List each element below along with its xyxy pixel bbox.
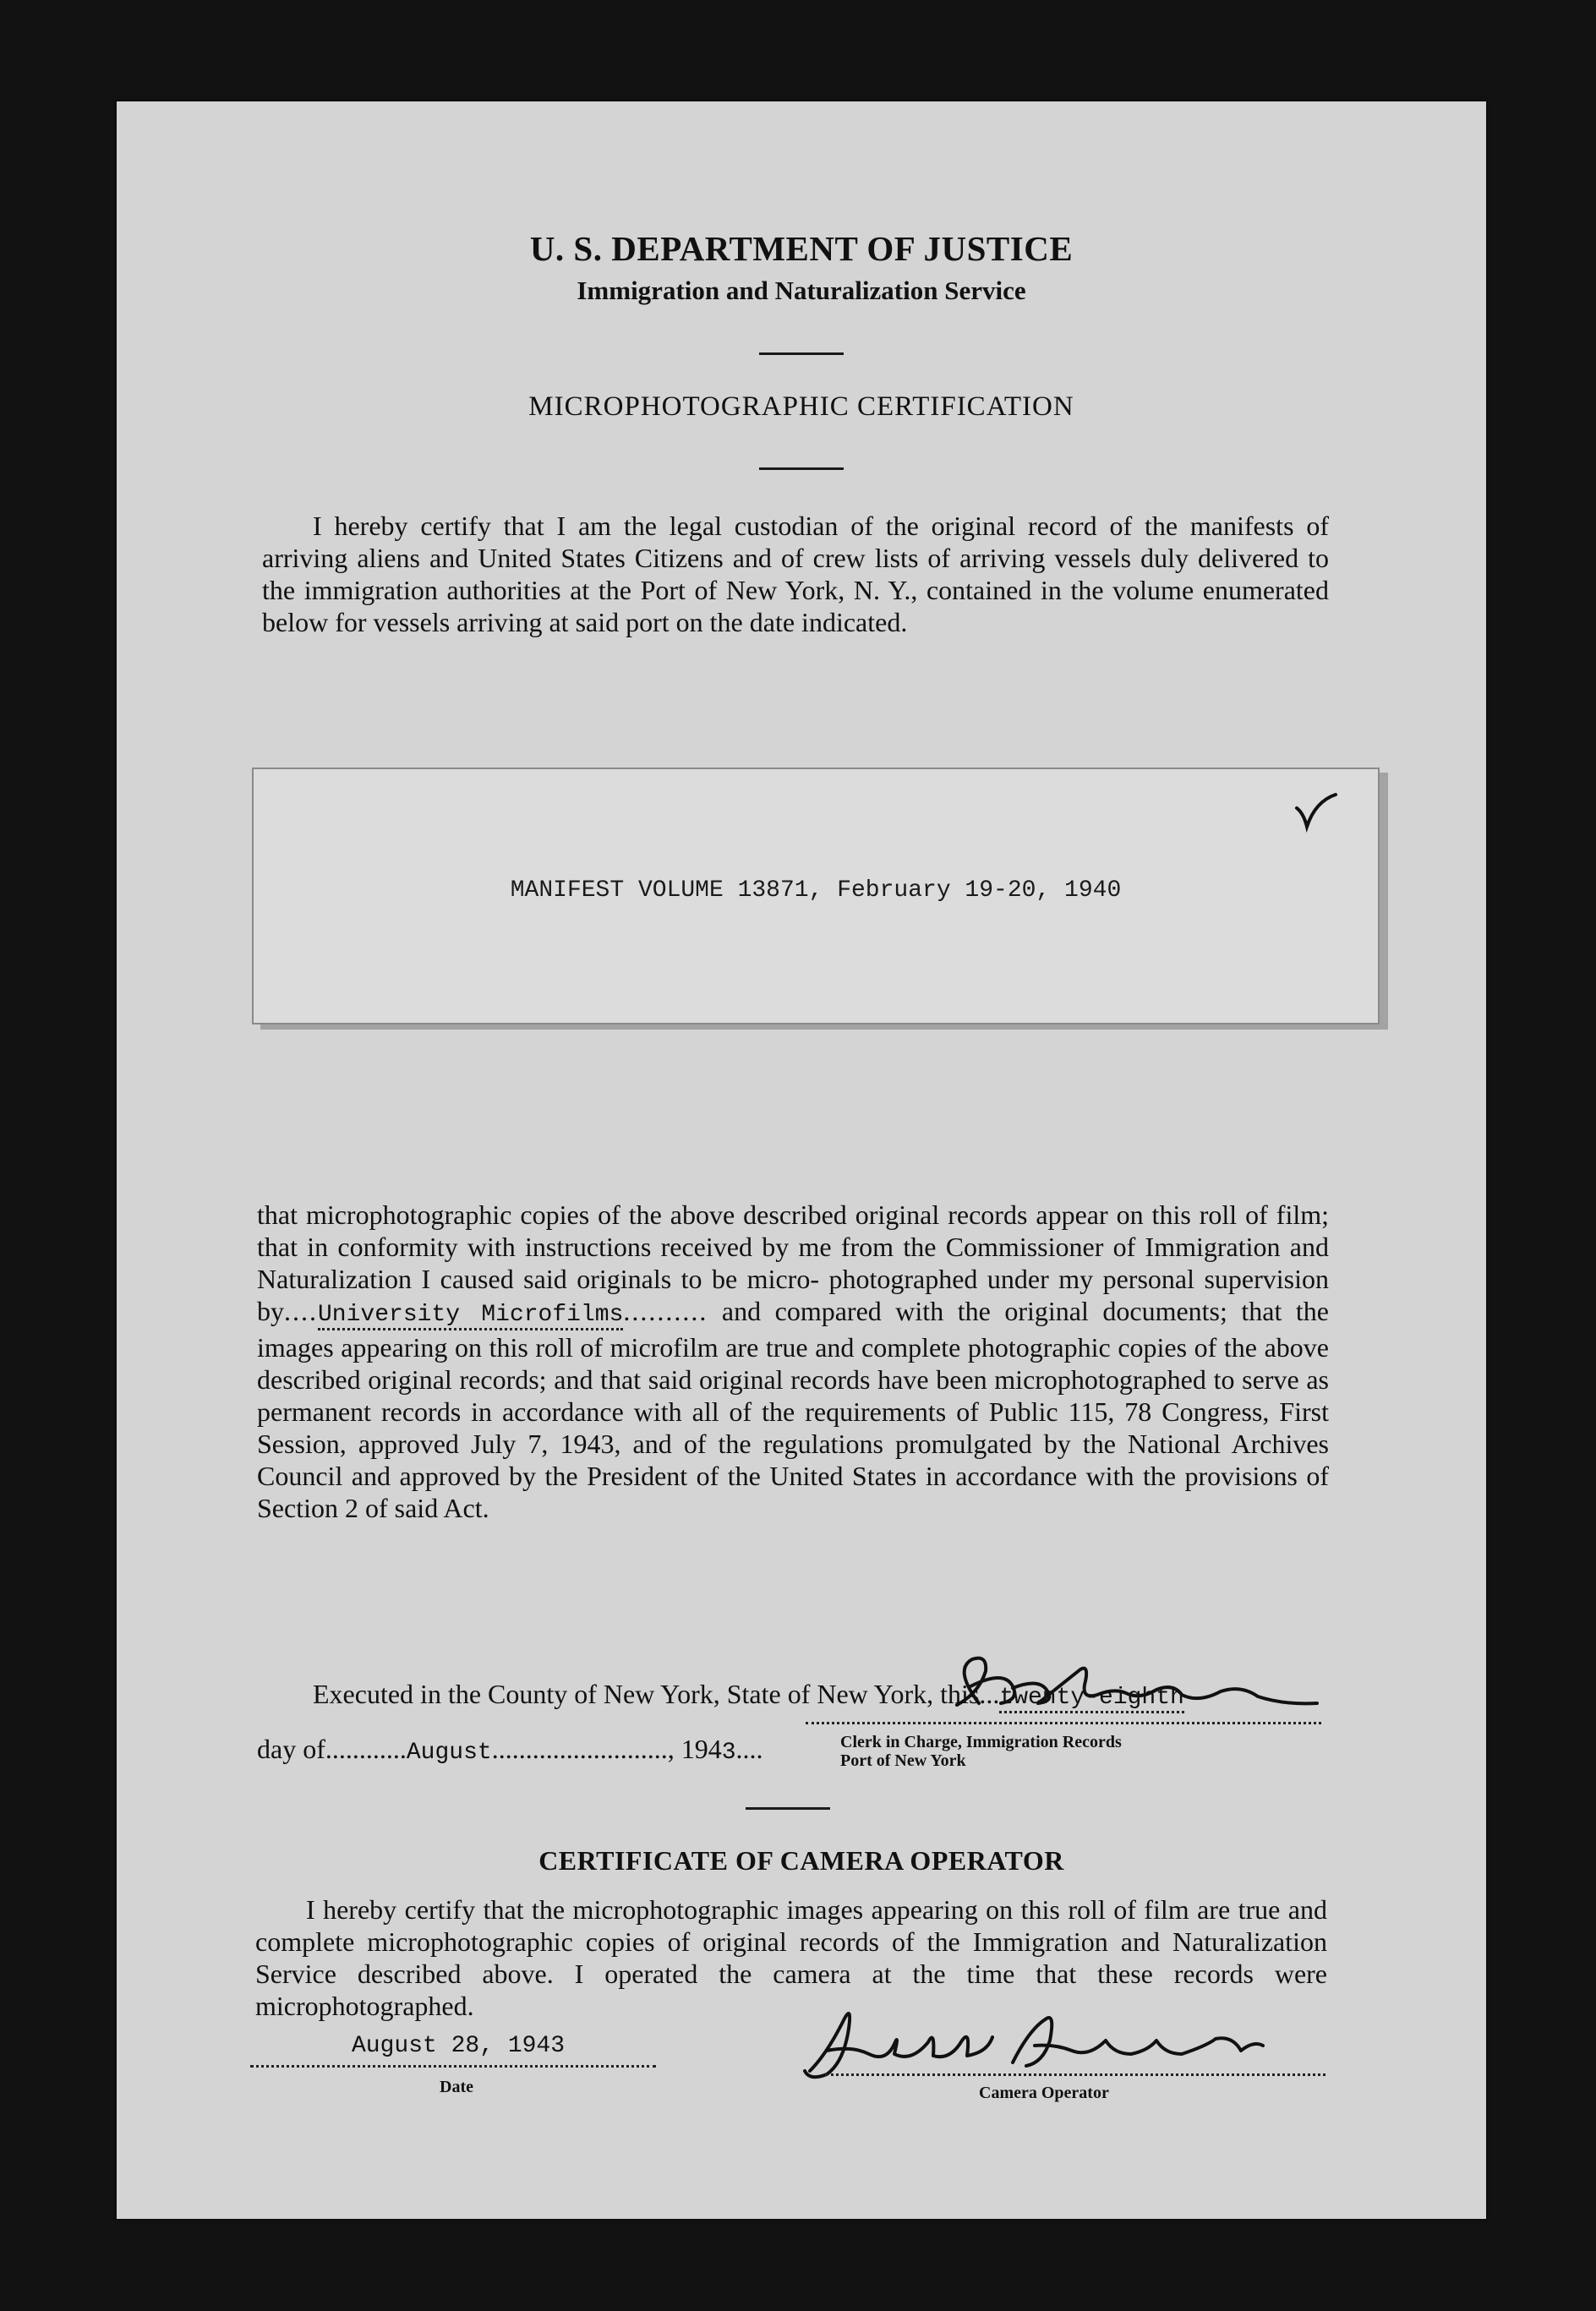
divider-rule (746, 1807, 830, 1810)
operator-date-field: August 28, 1943 (352, 2033, 566, 2059)
certification-title: MICROPHOTOGRAPHIC CERTIFICATION (528, 391, 1074, 422)
day-of-label: day of (257, 1734, 325, 1764)
body-text-start: that microphotographic copies of the above described original records appear on this roll of film; that in conformity with instructions received by me from the Commissioner of Immigration and Naturalization I caused said originals to be micro- (257, 1199, 1329, 1294)
body-paragraph: that microphotographic copies of the above described original records appear on this roll of film; that in conformity with instructions received by me from the Commissioner of Immigration and Naturalization I caused said originals to be micro- photographed under my personal supervision by....University Microfilms.......... and compared with the original documents; that the images appearing on this roll of microfilm are true and complete photographic copies of the above described original records; and that said original records have been microphotographed to serve as permanent records in accordance with all of the requirements of Public 115, 78 Congress, First Session, approved July 7, 1943, and of the regulations promulgated by the National Archives Council and approved by the President of the United States in accordance with the provisions of Section 2 of said Act. (257, 1199, 1330, 1523)
date-line-dotted (250, 2065, 656, 2068)
service-subheading: Immigration and Naturalization Service (577, 276, 1026, 305)
clerk-caption: Clerk in Charge, Immigration Records Port of New York (840, 1733, 1122, 1770)
manifest-slip (252, 768, 1380, 1024)
date-line: day of............August.........................., 1943.... (257, 1734, 763, 1766)
clerk-signature-line (806, 1722, 1321, 1724)
manifest-volume-text: MANIFEST VOLUME 13871, February 19-20, 1940 (510, 877, 1122, 904)
intro-paragraph: I hereby certify that I am the legal custodian of the original record of the manifests of arriving aliens and United States Citizens and of crew lists of arriving vessels duly delivered to the immigration authorities at the Port of New York, N. Y., contained in the volume enumerated below for vessels arriving at said port on the date indicated. (262, 511, 1329, 637)
operator-signature-line (825, 2073, 1325, 2076)
month-field: August (406, 1740, 492, 1766)
certificate-page (117, 101, 1486, 2219)
executed-text: Executed in the County of New York, State of New York, this (313, 1679, 980, 1709)
checkmark-icon (1295, 793, 1337, 830)
camera-operator-paragraph: I hereby certify that the microphotographic images appearing on this roll of film are true and complete microphotographic copies of original records of the Immigration and Naturalization Service described above. I operated the camera at the time that these records were microphotographed. (255, 1894, 1327, 2021)
company-field: University Microfilms (318, 1302, 623, 1330)
executed-line: Executed in the County of New York, State of New York, this...twenty-eighth (313, 1678, 1327, 1714)
divider-rule (759, 352, 844, 355)
camera-operator-label: Camera Operator (979, 2084, 1109, 2102)
department-heading: U. S. DEPARTMENT OF JUSTICE (529, 229, 1074, 268)
camera-operator-title: CERTIFICATE OF CAMERA OPERATOR (538, 1845, 1064, 1876)
clerk-signature-image (920, 1653, 1325, 1729)
day-field: twenty-eighth (999, 1685, 1183, 1713)
date-label: Date (440, 2078, 473, 2096)
year-label: , 194 (667, 1734, 722, 1764)
divider-rule (759, 467, 844, 470)
body-text-rest: and compared with the original documents; that the images appearing on this roll of microfilm are true and complete photographic copies of the above described original records; and that said original records have been microphotographed to serve as permanent records in accordance with all of the requirements of Public 115, 78 Congress, First Session, approved July 7, 1943, and of the regulations promulgated by the National Archives Council and approved by the President of the United States in accordance with the provisions of Section 2 of said Act. (257, 1296, 1330, 1523)
year-field: 3 (721, 1740, 736, 1766)
supervision-text: photographed under my personal supervision by (257, 1264, 1330, 1326)
